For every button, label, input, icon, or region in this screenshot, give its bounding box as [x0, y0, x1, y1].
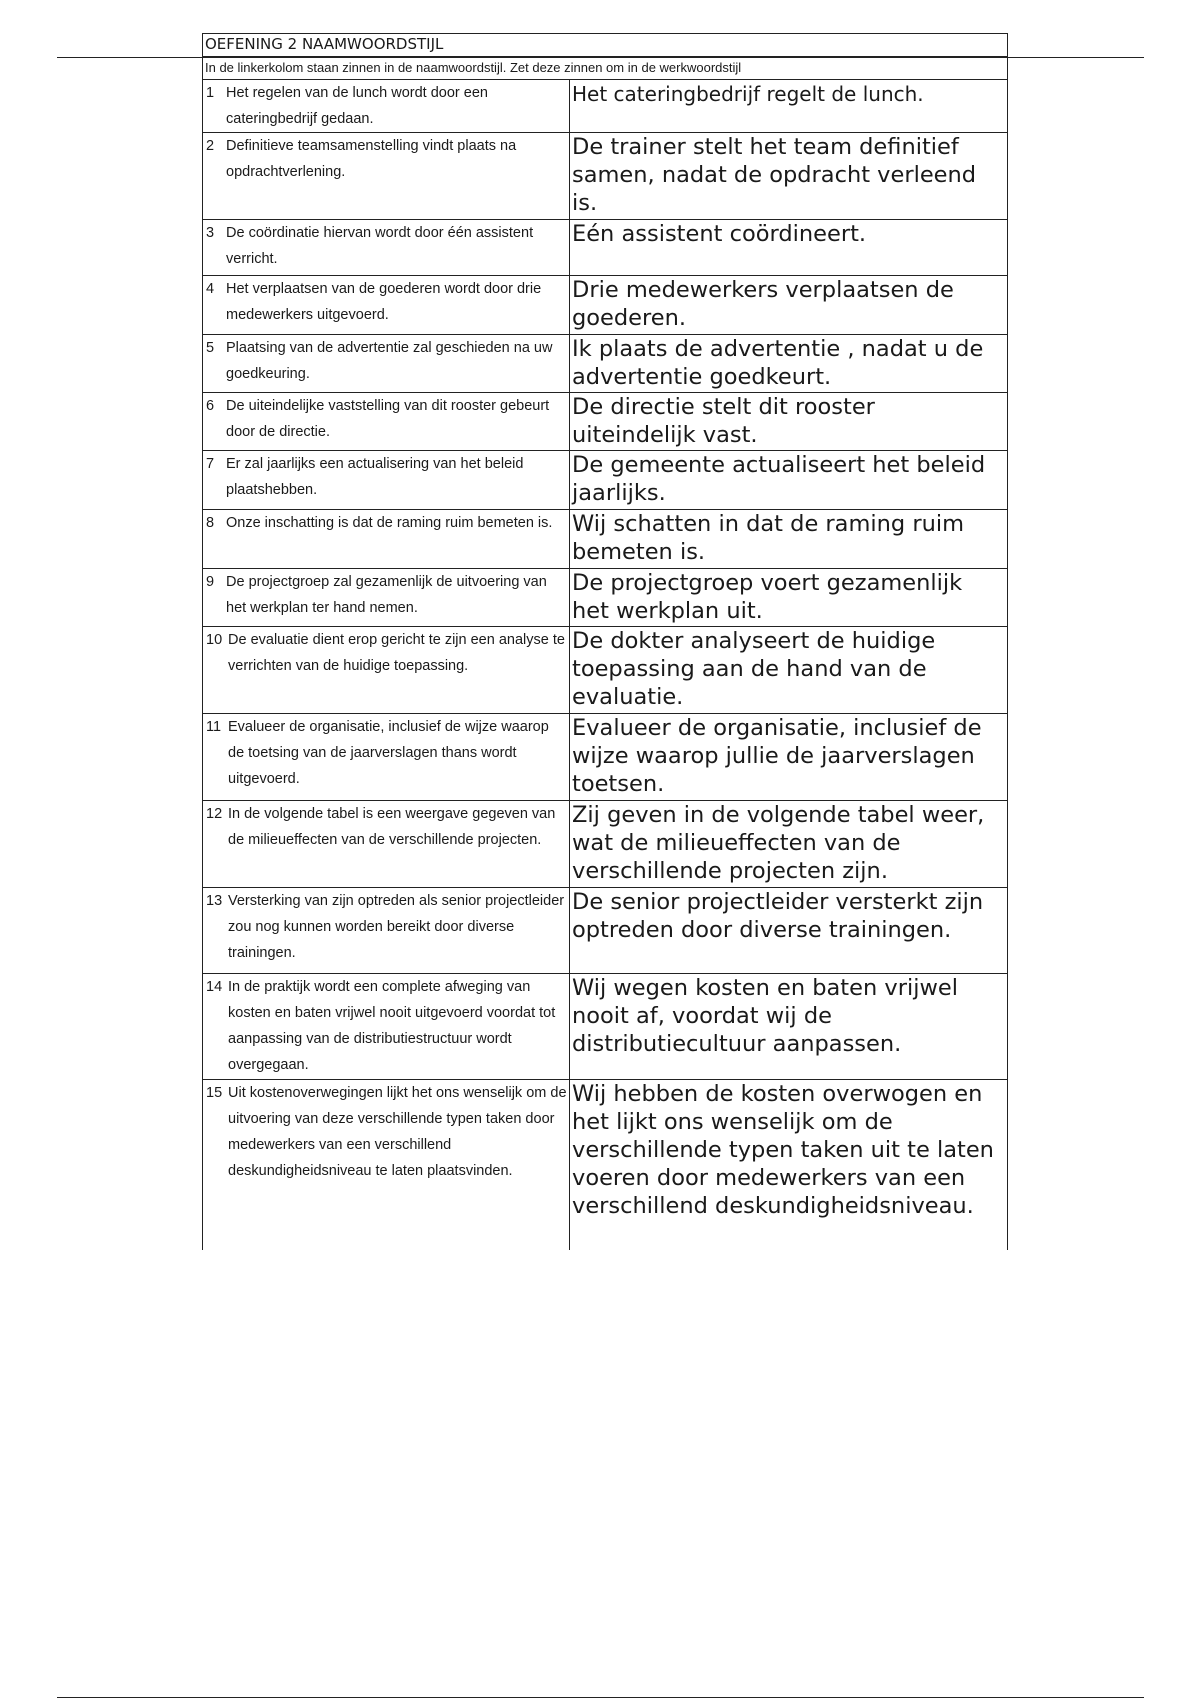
- nominal-sentence: Definitieve teamsamenstelling vindt plaats na opdrachtverlening.: [226, 138, 517, 180]
- nominal-cell: [203, 974, 570, 1079]
- nominal-cell: [203, 393, 570, 450]
- verbal-cell: Ik plaats de advertentie , nadat u de advertentie goedkeurt.: [572, 336, 984, 390]
- nominal-sentence: Onze inschatting is dat de raming ruim bemeten is.: [226, 515, 553, 531]
- row-number: 11: [206, 719, 222, 735]
- nominal-cell: [203, 510, 570, 568]
- table-row: [203, 450, 1007, 509]
- row-number: 1: [206, 85, 215, 101]
- verbal-cell: De trainer stelt het team definitief samen, nadat de opdracht verleend is.: [572, 134, 977, 216]
- table-row: [203, 132, 1007, 219]
- nominal-sentence: Het regelen van de lunch wordt door een cateringbedrijf gedaan.: [226, 85, 488, 127]
- verbal-cell: De senior projectleider versterkt zijn optreden door diverse trainingen.: [572, 889, 984, 943]
- table-row: [203, 1079, 1007, 1250]
- table-row: [203, 800, 1007, 887]
- row-number: 5: [206, 340, 215, 356]
- row-number: 6: [206, 398, 215, 414]
- nominal-cell: [203, 569, 570, 626]
- nominal-sentence: Er zal jaarlijks een actualisering van het beleid plaatshebben.: [226, 456, 524, 498]
- row-number: 10: [206, 632, 223, 648]
- row-number: 15: [206, 1085, 223, 1101]
- table-row: [203, 568, 1007, 626]
- verbal-cell: Evalueer de organisatie, inclusief de wijze waarop jullie de jaarverslagen toetsen.: [572, 715, 982, 797]
- verbal-cell: Het cateringbedrijf regelt de lunch.: [572, 82, 924, 106]
- nominal-cell: [203, 888, 570, 973]
- nominal-sentence: De evaluatie dient erop gericht te zijn een analyse te verrichten van de huidige toepassing.: [228, 632, 565, 674]
- table-row: [203, 275, 1007, 334]
- row-number: 14: [206, 979, 223, 995]
- verbal-cell: Drie medewerkers verplaatsen de goederen.: [572, 277, 954, 331]
- verbal-cell: Zij geven in de volgende tabel weer, wat de milieueffecten van de verschillende projecten zijn.: [572, 802, 985, 884]
- nominal-cell: [203, 801, 570, 887]
- table-row: [203, 334, 1007, 392]
- row-number: 4: [206, 281, 215, 297]
- nominal-sentence: Uit kostenoverwegingen lijkt het ons wenselijk om de uitvoering van deze verschillende typen taken door medewerkers van een verschillend deskundigheidsniveau te laten plaatsvinden.: [228, 1085, 567, 1179]
- nominal-cell: [203, 80, 570, 132]
- row-number: 9: [206, 574, 215, 590]
- nominal-cell: [203, 335, 570, 392]
- page-bottom-rule: [57, 1697, 1144, 1698]
- nominal-sentence: De coördinatie hiervan wordt door één assistent verricht.: [226, 225, 534, 267]
- verbal-cell: Wij hebben de kosten overwogen en het lijkt ons wenselijk om de verschillende typen taken uit te laten voeren door medewerkers van een verschillend deskundigheidsniveau.: [572, 1081, 994, 1219]
- nominal-sentence: Het verplaatsen van de goederen wordt door drie medewerkers uitgevoerd.: [226, 281, 542, 323]
- nominal-cell: [203, 714, 570, 800]
- table-row: [203, 392, 1007, 450]
- row-number: 8: [206, 515, 215, 531]
- sentence-rows: [202, 79, 1008, 1250]
- nominal-sentence: Evalueer de organisatie, inclusief de wijze waarop de toetsing van de jaarverslagen thans wordt uitgevoerd.: [228, 719, 549, 787]
- verbal-cell: De dokter analyseert de huidige toepassing aan de hand van de evaluatie.: [572, 628, 936, 710]
- nominal-sentence: In de volgende tabel is een weergave gegeven van de milieueffecten van de verschillende projecten.: [228, 806, 556, 848]
- nominal-sentence: Versterking van zijn optreden als senior projectleider zou nog kunnen worden bereikt door diverse trainingen.: [228, 893, 565, 961]
- nominal-cell: [203, 627, 570, 713]
- table-row: [203, 509, 1007, 568]
- row-number: 3: [206, 225, 215, 241]
- nominal-cell: [203, 451, 570, 509]
- nominal-cell: [203, 133, 570, 219]
- nominal-cell: [203, 276, 570, 334]
- table-row: [203, 713, 1007, 800]
- table-row: [203, 79, 1007, 132]
- exercise-title: OEFENING 2 NAAMWOORDSTIJL: [202, 33, 1008, 56]
- verbal-cell: Wij schatten in dat de raming ruim bemeten is.: [572, 511, 965, 565]
- nominal-cell: [203, 1080, 570, 1250]
- row-number: 2: [206, 138, 215, 154]
- verbal-cell: De gemeente actualiseert het beleid jaarlijks.: [572, 452, 986, 506]
- row-number: 7: [206, 456, 215, 472]
- nominal-sentence: In de praktijk wordt een complete afweging van kosten en baten vrijwel nooit uitgevoerd voordat tot aanpassing van de distributiestructuur wordt overgegaan.: [228, 979, 556, 1073]
- nominal-sentence: De uiteindelijke vaststelling van dit rooster gebeurt door de directie.: [226, 398, 550, 440]
- exercise-table: [202, 33, 1008, 1250]
- row-number: 12: [206, 806, 223, 822]
- verbal-cell: De directie stelt dit rooster uiteindelijk vast.: [572, 394, 875, 448]
- row-number: 13: [206, 893, 223, 909]
- verbal-cell: Eén assistent coördineert.: [572, 221, 867, 247]
- verbal-cell: De projectgroep voert gezamenlijk het werkplan uit.: [572, 570, 963, 624]
- exercise-instruction: In de linkerkolom staan zinnen in de naamwoordstijl. Zet deze zinnen om in de werkwoordstijl: [202, 56, 1008, 79]
- table-row: [203, 626, 1007, 713]
- nominal-sentence: Plaatsing van de advertentie zal geschieden na uw goedkeuring.: [226, 340, 553, 382]
- nominal-cell: [203, 220, 570, 275]
- table-row: [203, 219, 1007, 275]
- nominal-sentence: De projectgroep zal gezamenlijk de uitvoering van het werkplan ter hand nemen.: [226, 574, 547, 616]
- table-row: [203, 973, 1007, 1079]
- verbal-cell: Wij wegen kosten en baten vrijwel nooit af, voordat wij de distributiecultuur aanpassen.: [572, 975, 958, 1057]
- table-row: [203, 887, 1007, 973]
